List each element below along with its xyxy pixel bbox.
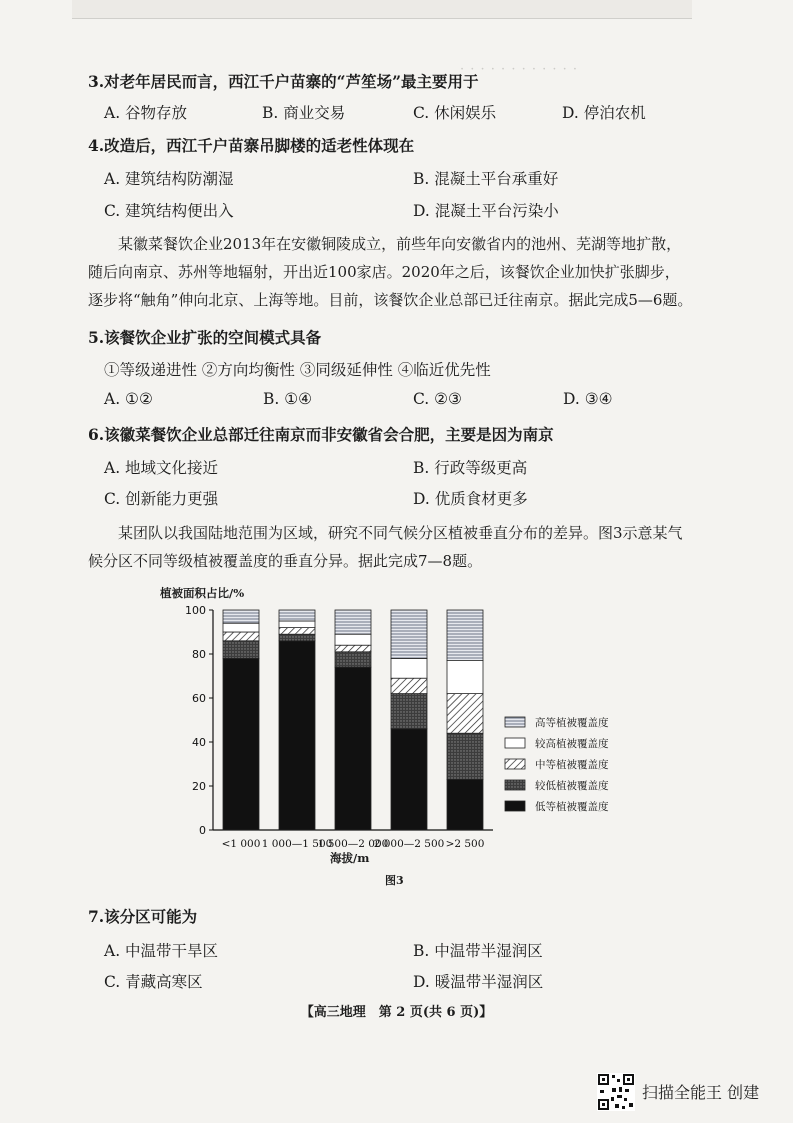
x-tick-label: >2 500 (445, 838, 485, 850)
bar-segment (391, 678, 427, 693)
x-tick-label: 1 500—2 000 (317, 838, 389, 850)
legend-swatch (505, 780, 525, 790)
figure-caption: 图3 (385, 874, 404, 887)
legend-label: 高等植被覆盖度 (535, 717, 609, 729)
question-6-option-b: B. 行政等级更高 (413, 459, 528, 477)
question-5-option-b: B. ①④ (263, 390, 313, 408)
question-4-option-d: D. 混凝土平台污染小 (413, 202, 559, 220)
bar-segment (447, 694, 483, 734)
y-tick-label: 60 (192, 692, 206, 705)
bar-segment (447, 733, 483, 779)
chart-x-axis-label: 海拔/m (330, 851, 370, 865)
question-5-stem: 5.该餐饮企业扩张的空间模式具备 (88, 328, 322, 347)
legend-swatch (505, 717, 525, 727)
bar-segment (447, 661, 483, 694)
x-tick-label: <1 000 (221, 838, 261, 850)
question-4-option-b: B. 混凝土平台承重好 (413, 170, 559, 188)
bar-segment (279, 610, 315, 621)
y-tick-label: 40 (192, 736, 206, 749)
y-tick-label: 80 (192, 648, 206, 661)
question-5-items: ①等级递进性 ②方向均衡性 ③同级延伸性 ④临近优先性 (104, 361, 491, 379)
qr-code-icon (597, 1073, 635, 1111)
bar-segment (223, 658, 259, 830)
bar-segment (391, 729, 427, 830)
question-4-option-a: A. 建筑结构防潮湿 (104, 170, 234, 188)
bar-segment (335, 667, 371, 830)
question-7-stem: 7.该分区可能为 (88, 907, 198, 926)
passage-q7-8: 某团队以我国陆地范围为区域，研究不同气候分区植被垂直分布的差异。图3示意某气候分区不同等级植被覆盖度的垂直分异。据此完成7—8题。 (88, 524, 683, 570)
legend-label: 中等植被覆盖度 (535, 759, 609, 771)
bar-segment (279, 621, 315, 628)
legend-swatch (505, 759, 525, 769)
question-7-option-d: D. 暖温带半湿润区 (413, 973, 544, 991)
question-3-option-d: D. 停泊农机 (562, 104, 646, 122)
legend-label: 较高植被覆盖度 (535, 738, 609, 750)
bar-segment (447, 779, 483, 830)
bar-segment (279, 641, 315, 830)
bar-segment (335, 610, 371, 634)
question-3-stem: 3.对老年居民而言，西江千户苗寨的“芦笙场”最主要用于 (88, 72, 479, 91)
passage-q5-6: 某徽菜餐饮企业2013年在安徽铜陵成立，前些年向安徽省内的池州、芜湖等地扩散，随后向南京、苏州等地辐射，开出近100家店。2020年之后，该餐饮企业加快扩张脚步，逐步将“触角”伸向北京、上海等地。目前，该餐饮企业总部已迁往南京。据此完成5—6题。 (88, 235, 693, 309)
chart-y-axis-label: 植被面积占比/% (160, 586, 245, 600)
question-5-option-d: D. ③④ (563, 390, 613, 408)
legend-label: 较低植被覆盖度 (535, 780, 609, 792)
question-3-option-c: C. 休闲娱乐 (413, 104, 497, 122)
bar-segment (391, 694, 427, 729)
question-4-option-c: C. 建筑结构便出入 (104, 202, 234, 220)
y-tick-label: 0 (199, 824, 206, 837)
x-tick-label: 1 000—1 500 (261, 838, 333, 850)
question-7-option-b: B. 中温带半湿润区 (413, 942, 543, 960)
y-tick-label: 100 (185, 604, 206, 617)
bar-segment (223, 641, 259, 659)
question-7-option-a: A. 中温带干旱区 (104, 942, 219, 960)
legend-label: 低等植被覆盖度 (535, 801, 609, 813)
page-top-edge (72, 0, 692, 19)
question-6-option-c: C. 创新能力更强 (104, 490, 219, 508)
bar-segment (223, 623, 259, 632)
question-3-option-a: A. 谷物存放 (104, 104, 188, 122)
page-footer: 【高三地理 第 2 页(共 6 页)】 (300, 1005, 493, 1020)
question-7-option-c: C. 青藏高寒区 (104, 973, 203, 991)
bar-segment (335, 634, 371, 645)
question-3-option-b: B. 商业交易 (262, 104, 346, 122)
y-tick-label: 20 (192, 780, 206, 793)
vegetation-stacked-bar-chart (160, 585, 630, 885)
bar-segment (447, 610, 483, 661)
bar-segment (391, 610, 427, 658)
x-tick-label: 2 000—2 500 (373, 838, 445, 850)
question-5-option-c: C. ②③ (413, 390, 462, 408)
bar-segment (279, 634, 315, 641)
bar-segment (335, 652, 371, 667)
legend-swatch (505, 801, 525, 811)
question-4-stem: 4.改造后，西江千户苗寨吊脚楼的适老性体现在 (88, 136, 415, 155)
question-5-option-a: A. ①② (104, 390, 153, 408)
bar-segment (223, 610, 259, 623)
bar-segment (335, 645, 371, 652)
scanner-watermark: 扫描全能王 创建 (642, 1083, 760, 1102)
bar-segment (391, 658, 427, 678)
legend-swatch (505, 738, 525, 748)
question-6-option-d: D. 优质食材更多 (413, 490, 528, 508)
bar-segment (223, 632, 259, 641)
question-6-option-a: A. 地域文化接近 (104, 459, 219, 477)
bar-segment (279, 628, 315, 635)
question-6-stem: 6.该徽菜餐饮企业总部迁往南京而非安徽省会合肥，主要是因为南京 (88, 425, 554, 444)
bleed-through-text: · · · · · · · · · · · · (460, 62, 579, 77)
